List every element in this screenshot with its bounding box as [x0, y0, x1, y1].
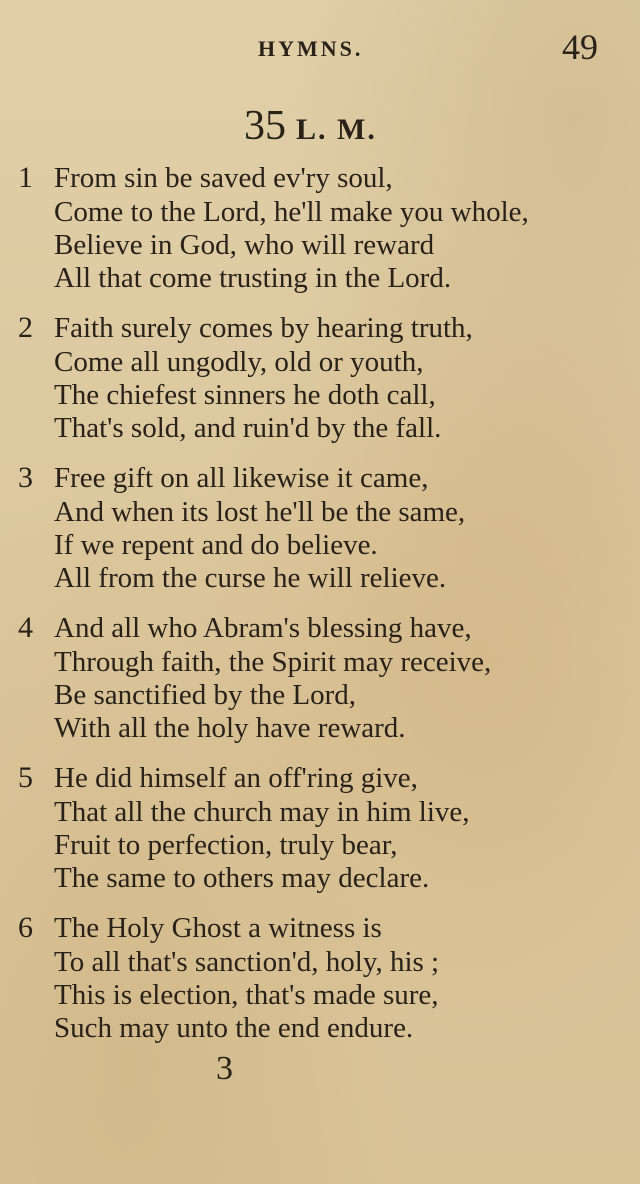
verse-line: Come to the Lord, he'll make you whole, [54, 196, 529, 228]
verse-line: Faith surely comes by hearing truth, [54, 312, 473, 344]
verse-line: And when its lost he'll be the same, [54, 496, 466, 528]
stanza [0, 311, 640, 450]
hymn-number: 35 [244, 103, 286, 149]
stanza-list [0, 161, 640, 1061]
verse-line: That all the church may in him live, [54, 796, 470, 828]
verse-line: With all the holy have reward. [54, 712, 406, 744]
verse-line: He did himself an off'ring give, [54, 762, 418, 794]
signature-mark: 3 [216, 1050, 233, 1087]
verse-line: Free gift on all likewise it came, [54, 462, 429, 494]
verse-line: Through faith, the Spirit may receive, [54, 646, 492, 678]
verse-line: The chiefest sinners he doth call, [54, 379, 436, 411]
stanza-number: 2 [18, 311, 33, 344]
running-head [0, 27, 640, 70]
stanza [0, 911, 640, 1050]
verse-line: To all that's sanction'd, holy, his ; [54, 946, 440, 978]
verse-line: And all who Abram's blessing have, [54, 612, 472, 644]
stanza-number: 4 [18, 611, 33, 644]
verse-line: Be sanctified by the Lord, [54, 679, 356, 711]
verse-line: If we repent and do believe. [54, 529, 378, 561]
verse-line: From sin be saved ev'ry soul, [54, 162, 393, 194]
verse-line: All from the curse he will relieve. [54, 562, 447, 594]
stanza-number: 1 [18, 161, 33, 194]
verse-line: Believe in God, who will reward [54, 229, 435, 261]
verse-line: All that come trusting in the Lord. [54, 262, 452, 294]
stanza [0, 761, 640, 900]
running-title: HYMNS. [258, 36, 364, 61]
verse-line: That's sold, and ruin'd by the fall. [54, 412, 442, 444]
verse-line: Come all ungodly, old or youth, [54, 346, 424, 378]
hymn-heading [244, 102, 377, 150]
stanza [0, 611, 640, 750]
verse-line: The Holy Ghost a witness is [54, 912, 382, 944]
verse-line: This is election, that's made sure, [54, 979, 439, 1011]
verse-line: Fruit to perfection, truly bear, [54, 829, 398, 861]
stanza-number: 3 [18, 461, 33, 494]
stanza-number: 5 [18, 761, 33, 794]
verse-line: Such may unto the end endure. [54, 1012, 414, 1044]
page-number: 49 [562, 27, 598, 67]
hymn-meter: L. M. [296, 113, 377, 146]
stanza-number: 6 [18, 911, 33, 944]
stanza [0, 461, 640, 600]
stanza [0, 161, 640, 300]
verse-line: The same to others may declare. [54, 862, 430, 894]
